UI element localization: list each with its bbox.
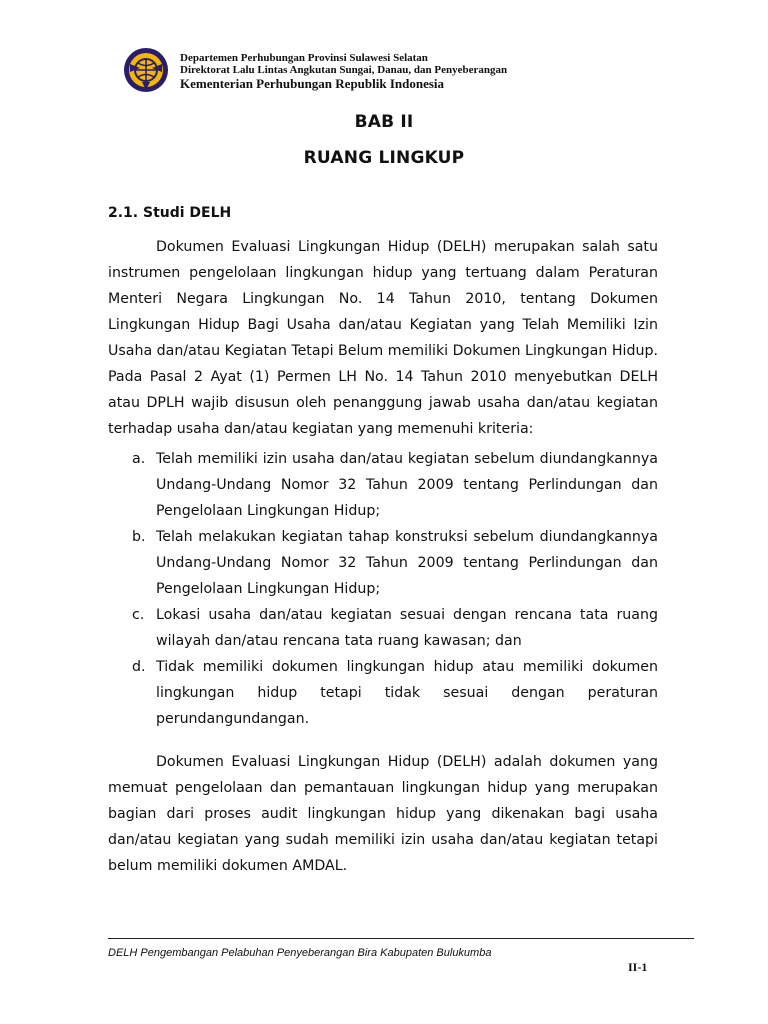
list-item-text: Telah memiliki izin usaha dan/atau kegiatan sebelum diundangkannya Undang-Undang Nomor 32 Tahun 2009 tentang Perlindungan dan Pengelolaan Lingkungan Hidup; [156,451,658,519]
header-ministry: Kementerian Perhubungan Republik Indonesia [180,76,445,91]
chapter-title: RUANG LINGKUP [303,148,465,168]
chapter-number: BAB II [354,112,414,132]
list-item [108,524,658,602]
list-item [108,602,658,654]
footer-title: DELH Pengembangan Pelabuhan Penyeberangan Bira Kabupaten Bulukumba [108,947,492,959]
paragraph-intro: Dokumen Evaluasi Lingkungan Hidup (DELH) merupakan salah satu instrumen pengelolaan lingkungan hidup yang tertuang dalam Peraturan Menteri Negara Lingkungan No. 14 Tahun 2010, tentang Dokumen Lingkungan Hidup Bagi Usaha dan/atau Kegiatan yang Telah Memiliki Izin Usaha dan/atau Kegiatan Tetapi Belum memiliki Dokumen Lingkungan Hidup. Pada Pasal 2 Ayat (1) Permen LH No. 14 Tahun 2010 menyebutkan DELH atau DPLH wajib disusun oleh penanggung jawab usaha dan/atau kegiatan terhadap usaha dan/atau kegiatan yang memenuhi kriteria: [108,239,658,437]
list-item [108,654,658,732]
list-marker: b. [132,529,146,545]
ministry-emblem-icon [122,46,170,94]
criteria-list [108,446,658,732]
list-item-text: Lokasi usaha dan/atau kegiatan sesuai dengan rencana tata ruang wilayah dan/atau rencana tata ruang kawasan; dan [156,607,658,649]
list-marker: d. [132,659,146,675]
list-marker: a. [132,451,146,467]
section-heading: 2.1. Studi DELH [108,205,232,221]
list-item-text: Tidak memiliki dokumen lingkungan hidup atau memiliki dokumen lingkungan hidup tetapi tidak sesuai dengan peraturan perundangundangan. [156,659,658,727]
page-number: II-1 [628,960,648,974]
header-department: Departemen Perhubungan Provinsi Sulawesi Selatan [180,52,428,64]
page-header [122,46,682,98]
header-text [180,52,507,92]
footer-divider [108,938,694,939]
list-marker: c. [132,607,145,623]
list-item [108,446,658,524]
list-item-text: Telah melakukan kegiatan tahap konstruksi sebelum diundangkannya Undang-Undang Nomor 32 Tahun 2009 tentang Perlindungan dan Pengelolaan Lingkungan Hidup; [156,529,658,597]
header-directorate: Direktorat Lalu Lintas Angkutan Sungai, Danau, dan Penyeberangan [180,64,508,76]
paragraph-definition: Dokumen Evaluasi Lingkungan Hidup (DELH) adalah dokumen yang memuat pengelolaan dan pemantauan lingkungan hidup yang merupakan bagian dari proses audit lingkungan hidup yang dikenakan bagi usaha dan/atau kegiatan yang sudah memiliki izin usaha dan/atau kegiatan tetapi belum memiliki dokumen AMDAL. [108,754,658,874]
